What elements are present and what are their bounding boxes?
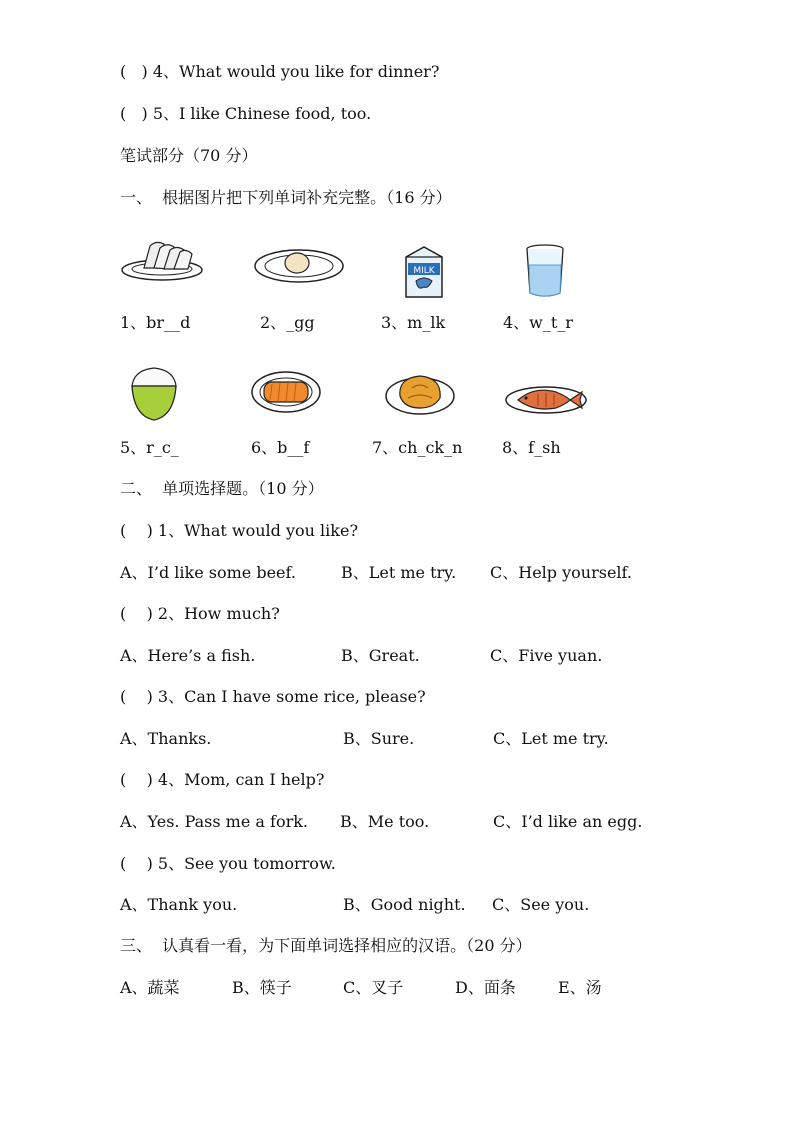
beef-image bbox=[250, 368, 322, 414]
choice-question-3: ( ) 3、Can I have some rice, please? bbox=[120, 687, 426, 706]
choice-question-5: ( ) 5、See you tomorrow. bbox=[120, 854, 336, 873]
choice-4-option-a: A、Yes. Pass me a fork. bbox=[120, 812, 309, 831]
egg-image bbox=[253, 244, 345, 284]
written-part-title: 笔试部分（70 分） bbox=[120, 146, 258, 165]
section1-title: 一、 根据图片把下列单词补充完整。（16 分） bbox=[120, 188, 452, 207]
choice-3-option-b: B、Sure. bbox=[343, 729, 415, 748]
fish-image bbox=[504, 380, 588, 416]
choice-question-2: ( ) 2、How much? bbox=[120, 604, 280, 623]
choice-1-option-c: C、Help yourself. bbox=[490, 563, 632, 582]
water-glass-image bbox=[524, 243, 566, 299]
word-item-chicken: 7、ch_ck_n bbox=[372, 438, 463, 457]
choice-1-option-a: A、I’d like some beef. bbox=[120, 563, 296, 582]
listening-question-4: ( ) 4、What would you like for dinner? bbox=[120, 62, 440, 81]
choice-3-option-a: A、Thanks. bbox=[120, 729, 212, 748]
word-item-water: 4、w_t_r bbox=[503, 313, 573, 332]
translation-option-b: B、筷子 bbox=[232, 978, 292, 997]
section3-title: 三、 认真看一看，为下面单词选择相应的汉语。（20 分） bbox=[120, 936, 532, 955]
choice-2-option-a: A、Here’s a fish. bbox=[120, 646, 256, 665]
choice-question-1: ( ) 1、What would you like? bbox=[120, 521, 359, 540]
word-item-rice: 5、r_c_ bbox=[120, 438, 179, 457]
translation-option-c: C、叉子 bbox=[343, 978, 404, 997]
choice-5-option-a: A、Thank you. bbox=[120, 895, 238, 914]
choice-5-option-c: C、See you. bbox=[492, 895, 590, 914]
rice-bowl-image bbox=[128, 366, 180, 422]
translation-option-e: E、汤 bbox=[558, 978, 602, 997]
choice-1-option-b: B、Let me try. bbox=[341, 563, 457, 582]
milk-carton-label: MILK bbox=[413, 266, 435, 276]
translation-option-d: D、面条 bbox=[455, 978, 516, 997]
word-item-egg: 2、_gg bbox=[260, 313, 315, 332]
choice-5-option-b: B、Good night. bbox=[343, 895, 466, 914]
choice-3-option-c: C、Let me try. bbox=[493, 729, 609, 748]
translation-option-a: A、蔬菜 bbox=[120, 978, 180, 997]
word-item-beef: 6、b__f bbox=[251, 438, 310, 457]
choice-2-option-b: B、Great. bbox=[341, 646, 420, 665]
listening-question-5: ( ) 5、I like Chinese food, too. bbox=[120, 104, 372, 123]
word-item-milk: 3、m_lk bbox=[381, 313, 446, 332]
word-item-bread: 1、br__d bbox=[120, 313, 191, 332]
chicken-image bbox=[384, 370, 456, 416]
choice-2-option-c: C、Five yuan. bbox=[490, 646, 603, 665]
milk-carton-image bbox=[398, 243, 450, 299]
section2-title: 二、 单项选择题。（10 分） bbox=[120, 479, 324, 498]
choice-4-option-c: C、I’d like an egg. bbox=[493, 812, 643, 831]
choice-question-4: ( ) 4、Mom, can I help? bbox=[120, 770, 325, 789]
word-item-fish: 8、f_sh bbox=[502, 438, 561, 457]
bread-image bbox=[120, 238, 204, 282]
choice-4-option-b: B、Me too. bbox=[340, 812, 430, 831]
